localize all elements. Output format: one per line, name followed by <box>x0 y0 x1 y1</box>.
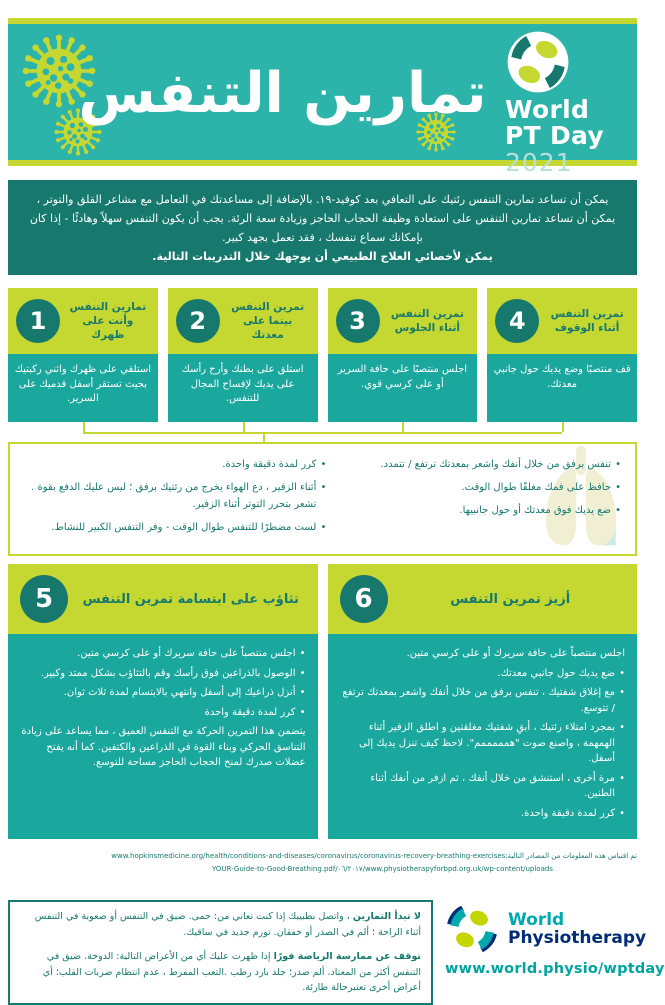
step-number-badge: 6 <box>340 575 388 623</box>
exercise-cards-row <box>8 288 637 422</box>
card-title: تمارين التنفس وأنت على ظهرك <box>69 301 147 341</box>
connector-bracket <box>8 422 637 442</box>
notes-right-column <box>352 456 621 542</box>
card-body-text: استلقي على ظهرك واثني ركبتيك بحيث تستقر أسفل قدميك على السرير. <box>8 354 158 422</box>
note-item: • ضع يديك فوق معدتك أو حول جانبيها. <box>352 502 621 519</box>
bullet-item: • أنزل ذراعيك إلى أسفل وانتهي بالابتسام لمدة ثلاث ثوان. <box>20 685 306 701</box>
technique-notes-box <box>8 442 637 556</box>
warning-box <box>8 900 433 1005</box>
source-url-1: www.hopkinsmedicine.org/health/conditions-and-diseases/coronavirus/coronavirus-recovery-breathing-exercises <box>111 852 506 860</box>
step-number-badge: 2 <box>176 299 220 343</box>
warning-1 <box>20 909 421 940</box>
logo-text-ptday: PT Day <box>505 121 605 150</box>
card-body-text: استلق على بطنك وأرح رأسك على يديك لإفساح المجال للتنفس. <box>168 354 318 422</box>
world-physiotherapy-logo-icon <box>445 902 499 956</box>
card-title: تمرين التنفس بينما على معدتك <box>231 301 305 341</box>
exercise-card-2 <box>168 288 318 422</box>
section-bullets <box>340 666 626 822</box>
warning-2 <box>20 949 421 996</box>
step-number-badge: 4 <box>495 299 539 343</box>
warning-2-rest: إذا ظهرت عليك أي من الأعراض التالية: الدوخة. ضيق في التنفس أكثر من المعتاد. ألم صدر؛ جلد بارد رطب .التعب المفرط ، عدم انتظام ضربات القلب؛ أي أعراض أخرى تعتبرحالة طارئة. <box>42 951 421 993</box>
bullet-item: • اجلس منتصباً على حافة سريرك أو على كرسي متين. <box>20 646 306 662</box>
step-number-badge: 1 <box>16 299 60 343</box>
section-lead-line: اجلس منتصباً على حافة سريرك أو على كرسي متين. <box>406 648 625 659</box>
intro-bold-line: يمكن لأخصائي العلاج الطبيعي أن يوجهك خلال التدريبات التالية. <box>152 250 493 263</box>
exercise-card-3 <box>328 288 478 422</box>
exercise-section-5 <box>8 564 318 839</box>
section-bullets <box>20 646 306 720</box>
note-item: • أثناء الزفير ، دع الهواء يخرج من رئتيك برفق ؛ ليس عليك الدفع بقوة . تشعر بتحرر التوتر أثناء الزفير. <box>24 479 326 513</box>
footer <box>8 900 665 1005</box>
source-label: تم اقتباس هذه المعلومات من المصادر التالية: <box>505 852 637 860</box>
warning-2-lead: توقف عن ممارسة الرياضة فورًا <box>273 951 421 962</box>
header-band <box>8 18 637 177</box>
wp-text-physiotherapy: Physiotherapy <box>508 928 647 948</box>
sources-block <box>8 850 637 876</box>
world-pt-day-logo <box>505 31 621 177</box>
logo-text-world: World <box>505 95 590 124</box>
intro-text: يمكن أن تساعد تمارين التنفس رئتيك على التعافي بعد كوفيد-١٩. بالإضافة إلى مساعدتك في التعامل مع مشاعر القلق والتوتر ، يمكن أن تساعد تمارين التنفس على استعادة وظيفة الحجاب الحاجز وزيادة سعة الرئة. يجب أن يكون التنفس سهلاً وهادئًا - إذا كان بإمكانك سماع تنفسك ، فقد تعمل بجهد كبير. <box>29 193 616 244</box>
step-number-badge: 3 <box>336 299 380 343</box>
logo-year: 2021 <box>505 148 573 177</box>
exercise-card-4 <box>487 288 637 422</box>
page-title: تمارين التنفس <box>78 61 487 126</box>
note-item: • كرر لمدة دقيقة واحدة. <box>24 456 326 473</box>
section-note: يتضمن هذا التمرين الحركة مع التنفس العميق ، مما يساعد على زيادة التناسق الحركي وبناء القوة في الذراعين والكتفين. كما أنه يفتح عضلات صدرك لمنح الحجاب الحاجز مساحة للتوسع. <box>21 726 306 768</box>
source-line-1 <box>8 850 637 863</box>
bullet-item: • كرر لمدة دقيقة واحدة. <box>340 806 626 822</box>
bullet-item: • مع إغلاق شفتيك ، تنفس برفق من خلال أنفك واشعر بمعدتك ترتفع / تتوسع. <box>340 685 626 716</box>
world-pt-day-logo-icon <box>507 31 569 93</box>
exercise-section-6 <box>328 564 638 839</box>
section-title: تثاؤب على ابتسامة تمرين التنفس <box>82 591 299 607</box>
bullet-item: • كرر لمدة دقيقة واحدة <box>20 705 306 721</box>
note-item: • لست مضطرًا للتنفس طوال الوقت - وفر التنفس الكبير للنشاط. <box>24 519 326 536</box>
intro-band <box>8 180 637 275</box>
source-line-2: YOUR-Guide-to-Good-Breathing.pdf/٠٦/٢٠١٧/www.physiotherapyforbpd.org.uk/wp-content/uploads <box>212 865 553 873</box>
poster <box>0 18 665 993</box>
wp-text-world: World <box>508 909 565 930</box>
bullet-item: • الوصول بالذراعين فوق رأسك وقم بالتثاؤب بشكل ممتد وكبير. <box>20 666 306 682</box>
world-physiotherapy-wordmark <box>508 911 646 948</box>
bullet-item: • مرة أخرى ، استنشق من خلال أنفك ، ثم ازفر من أنفك أثناء الطنين. <box>340 771 626 802</box>
bullet-item: • ضع يديك حول جانبي معدتك. <box>340 666 626 682</box>
warning-1-rest: ، واتصل بطبيبك إذا كنت تعاني من: حمى. ضيق في التنفس أو صعوبة في التنفس أثناء الراحة ؛ ألم في الصدر أو خفقان. تورم جديد في ساقيك. <box>34 911 421 938</box>
section-title: أزيز تمرين التنفس <box>450 591 571 607</box>
step-number-badge: 5 <box>20 575 68 623</box>
wptday-url: www.world.physio/wptday <box>445 961 665 977</box>
notes-left-column <box>24 456 326 542</box>
exercise-card-1 <box>8 288 158 422</box>
note-item: • تنفس برفق من خلال أنفك واشعر بمعدتك ترتفع / تتمدد. <box>352 456 621 473</box>
card-body-text: قف منتصبًا وضع يديك حول جانبي معدتك. <box>487 354 637 422</box>
card-body-text: اجلس منتصبًا على حافة السرير أو على كرسي قوي. <box>328 354 478 422</box>
bullet-item: • بمجرد امتلاء رئتيك ، أبقِ شفتيك مغلقتين و اطلق الزفير أثناء الهمهمة ، واصنع صوت "همممممم". لاحظ كيف تنزل يديك إلى أسفل. <box>340 720 626 767</box>
world-physiotherapy-logo <box>445 900 665 977</box>
card-title: تمرين التنفس أثناء الجلوس <box>390 308 464 334</box>
warning-1-lead: لا تبدأ التمارين <box>352 911 421 922</box>
note-item: • حافظ على فمك مغلقًا طوال الوقت. <box>352 479 621 496</box>
exercise-sections-row <box>8 564 637 839</box>
card-title: تمرين التنفس أثناء الوقوف <box>550 308 624 334</box>
